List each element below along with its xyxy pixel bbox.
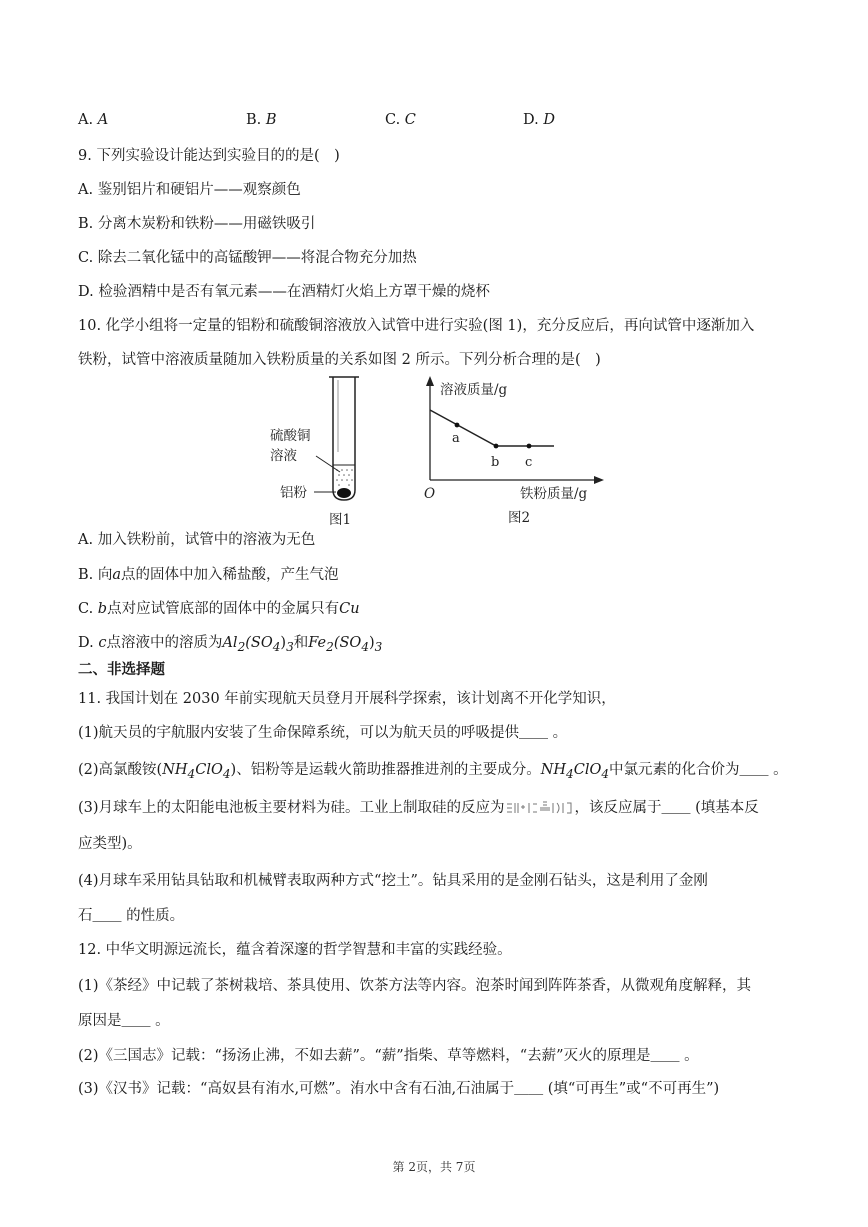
q9-stem: 9. 下列实验设计能达到实验目的的是( ) [78, 148, 340, 164]
page-footer: 第 2页，共 7页 [392, 1160, 476, 1174]
equation-image [505, 799, 575, 817]
fig2-origin: O [424, 486, 436, 502]
q11-stem: 11. 我国计划在 2030 年前实现航天员登月开展科学探索，该计划离不开化学知识， [78, 691, 616, 707]
fig2-x-label: 铁粉质量/g [520, 486, 588, 502]
q10-option-a: A. 加入铁粉前，试管中的溶液为无色 [78, 532, 316, 548]
q10-option-c: C. b点对应试管底部的固体中的金属只有Cu [78, 601, 360, 617]
point-b-dot [494, 444, 499, 449]
q12-stem: 12. 中华文明源远流长，蕴含着深邃的哲学智慧和丰富的实践经验。 [78, 942, 512, 958]
q10-stem-line1: 10. 化学小组将一定量的铝粉和硫酸铜溶液放入试管中进行实验(图 1)，充分反应后，再向试管中逐渐加入 [78, 318, 755, 334]
fig2-caption: 图2 [508, 510, 531, 526]
q12-part-2: (2)《三国志》记载：“扬汤止沸，不如去薪”。“薪”指柴、草等燃料，“去薪”灭火的原理是＿＿ 。 [78, 1048, 699, 1064]
figure-1-test-tube [262, 372, 382, 530]
q10-stem-line2: 铁粉，试管中溶液质量随加入铁粉质量的关系如图 2 所示。下列分析合理的是( ) [78, 352, 601, 368]
point-a-label: a [452, 431, 460, 446]
q10-option-d: D. c点溶液中的溶质为$Al_2(SO_4)_3$和$Fe_2(SO_4)_3$ [78, 635, 383, 654]
fig1-caption: 图1 [329, 512, 352, 528]
q11-part-4-line1: (4)月球车采用钻具钻取和机械臂表取两种方式“挖土”。钻具采用的是金刚石钻头，这是利用了金刚 [78, 873, 708, 889]
fig2-y-label: 溶液质量/g [440, 382, 508, 398]
point-b-label: b [491, 455, 500, 470]
q10-option-b: B. 向a点的固体中加入稀盐酸，产生气泡 [78, 567, 339, 583]
point-c-label: c [525, 455, 533, 470]
point-a-dot [455, 423, 460, 428]
q8-option-d: D. D [523, 112, 555, 128]
q9-option-b: B. 分离木炭粉和铁粉——用磁铁吸引 [78, 216, 316, 232]
fig1-label-powder: 铝粉 [280, 485, 307, 501]
q8-option-b: B. B [246, 112, 277, 128]
figure-2-graph [418, 374, 608, 530]
fig1-label-solution-1: 硫酸铜 [270, 428, 311, 444]
q9-option-a: A. 鉴别铝片和硬铝片——观察颜色 [78, 182, 301, 198]
q11-part-4-line2: 石＿＿ 的性质。 [78, 908, 185, 924]
q12-part-3: (3)《汉书》记载：“高奴县有洧水,可燃”。洧水中含有石油,石油属于＿＿ (填“可再生”或“不可再生”) [78, 1081, 720, 1097]
q9-option-d: D. 检验酒精中是否有氧元素——在酒精灯火焰上方罩干燥的烧杯 [78, 284, 490, 300]
q8-option-c: C. C [385, 112, 416, 128]
q11-part-1: (1)航天员的宇航服内安装了生命保障系统，可以为航天员的呼吸提供＿＿ 。 [78, 725, 568, 741]
q9-option-c: C. 除去二氧化锰中的高锰酸钾——将混合物充分加热 [78, 250, 417, 266]
q12-part-1-line1: (1)《茶经》中记载了茶树栽培、茶具使用、饮茶方法等内容。泡茶时闻到阵阵茶香，从微观角度解释，其 [78, 978, 752, 994]
q11-part-3-line2: 应类型)。 [78, 836, 142, 852]
q12-part-1-line2: 原因是＿＿ 。 [78, 1013, 170, 1029]
q11-part-2: (2)高氯酸铵$(NH_4ClO_4)$、铝粉等是运载火箭助推器推进剂的主要成分。$NH_4ClO_4$中氯元素的化合价为＿＿ 。 [78, 762, 788, 781]
q11-part-3: (3)月球车上的太阳能电池板主要材料为硅。工业上制取硅的反应为 ，该反应属于＿＿ (填基本反 [78, 800, 759, 816]
section-title: 二、非选择题 [78, 661, 165, 678]
point-c-dot [527, 444, 532, 449]
fig1-label-solution-2: 溶液 [270, 448, 297, 464]
q8-option-a: A. A [78, 112, 109, 128]
